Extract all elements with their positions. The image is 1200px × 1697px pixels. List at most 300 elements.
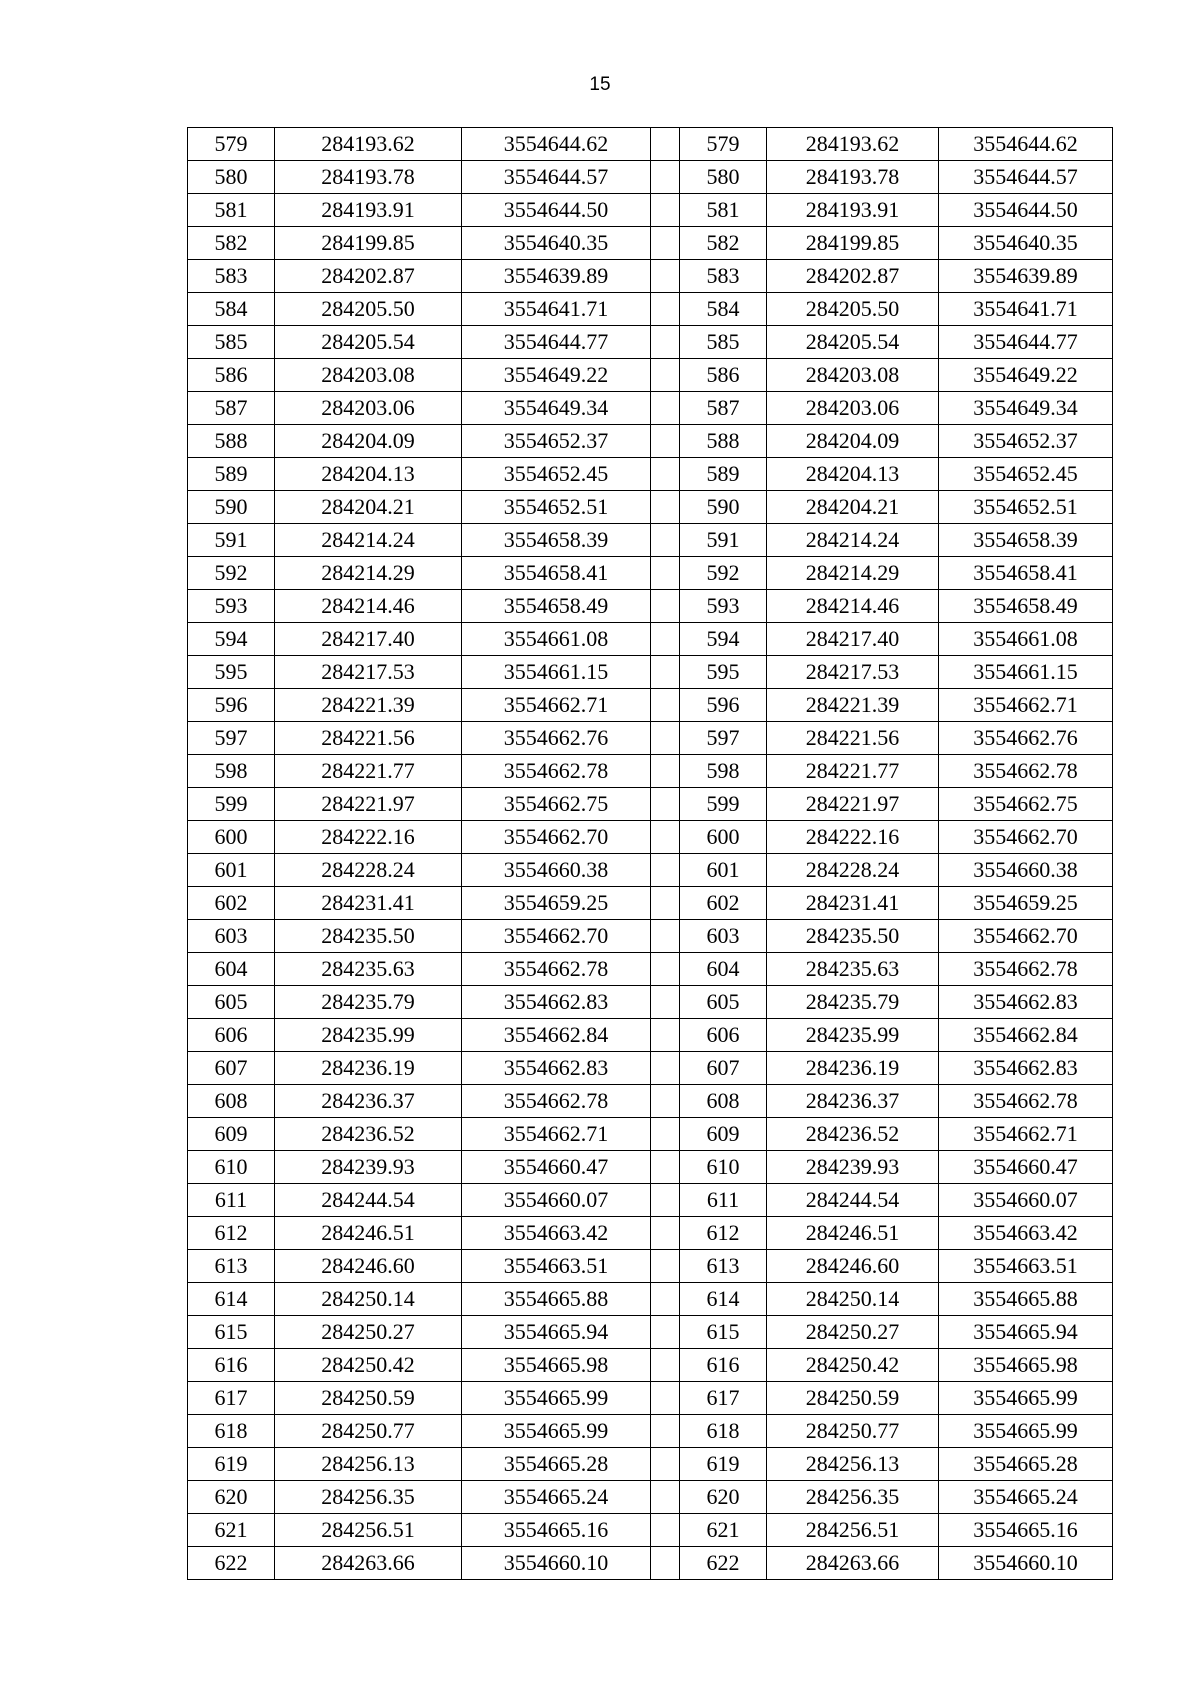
x-coordinate-right: 284228.24	[767, 854, 939, 887]
point-number-left: 592	[188, 557, 275, 590]
y-coordinate-right: 3554665.28	[939, 1448, 1113, 1481]
x-coordinate-right: 284217.53	[767, 656, 939, 689]
y-coordinate-left: 3554652.37	[462, 425, 651, 458]
y-coordinate-left: 3554662.83	[462, 986, 651, 1019]
table-row	[188, 1184, 1113, 1217]
x-coordinate-left: 284193.78	[275, 161, 462, 194]
y-coordinate-left: 3554644.57	[462, 161, 651, 194]
spacer-cell	[651, 722, 680, 755]
spacer-cell	[651, 557, 680, 590]
y-coordinate-left: 3554639.89	[462, 260, 651, 293]
x-coordinate-right: 284236.37	[767, 1085, 939, 1118]
y-coordinate-left: 3554640.35	[462, 227, 651, 260]
y-coordinate-left: 3554658.39	[462, 524, 651, 557]
spacer-cell	[651, 821, 680, 854]
x-coordinate-right: 284235.63	[767, 953, 939, 986]
spacer-cell	[651, 326, 680, 359]
y-coordinate-left: 3554658.49	[462, 590, 651, 623]
y-coordinate-right: 3554661.08	[939, 623, 1113, 656]
spacer-cell	[651, 161, 680, 194]
point-number-right: 618	[680, 1415, 767, 1448]
table-row	[188, 1382, 1113, 1415]
x-coordinate-left: 284217.40	[275, 623, 462, 656]
x-coordinate-right: 284203.08	[767, 359, 939, 392]
table-row	[188, 194, 1113, 227]
point-number-right: 620	[680, 1481, 767, 1514]
x-coordinate-right: 284221.77	[767, 755, 939, 788]
y-coordinate-right: 3554665.98	[939, 1349, 1113, 1382]
y-coordinate-right: 3554658.41	[939, 557, 1113, 590]
coordinates-table	[187, 127, 1113, 1580]
x-coordinate-left: 284199.85	[275, 227, 462, 260]
point-number-right: 582	[680, 227, 767, 260]
point-number-right: 614	[680, 1283, 767, 1316]
y-coordinate-right: 3554662.78	[939, 1085, 1113, 1118]
point-number-right: 619	[680, 1448, 767, 1481]
coordinates-table-body	[188, 128, 1113, 1580]
x-coordinate-right: 284193.91	[767, 194, 939, 227]
spacer-cell	[651, 788, 680, 821]
x-coordinate-left: 284246.60	[275, 1250, 462, 1283]
y-coordinate-right: 3554663.51	[939, 1250, 1113, 1283]
spacer-cell	[651, 1019, 680, 1052]
y-coordinate-right: 3554658.39	[939, 524, 1113, 557]
spacer-cell	[651, 128, 680, 161]
table-row	[188, 1349, 1113, 1382]
y-coordinate-left: 3554659.25	[462, 887, 651, 920]
y-coordinate-left: 3554665.24	[462, 1481, 651, 1514]
table-row	[188, 1019, 1113, 1052]
point-number-left: 587	[188, 392, 275, 425]
point-number-right: 610	[680, 1151, 767, 1184]
y-coordinate-left: 3554644.62	[462, 128, 651, 161]
x-coordinate-right: 284244.54	[767, 1184, 939, 1217]
point-number-right: 588	[680, 425, 767, 458]
y-coordinate-right: 3554660.47	[939, 1151, 1113, 1184]
x-coordinate-left: 284203.06	[275, 392, 462, 425]
y-coordinate-right: 3554665.88	[939, 1283, 1113, 1316]
point-number-left: 593	[188, 590, 275, 623]
table-row	[188, 1448, 1113, 1481]
point-number-left: 614	[188, 1283, 275, 1316]
point-number-right: 589	[680, 458, 767, 491]
y-coordinate-left: 3554644.77	[462, 326, 651, 359]
table-row	[188, 854, 1113, 887]
y-coordinate-right: 3554662.78	[939, 953, 1113, 986]
point-number-right: 617	[680, 1382, 767, 1415]
table-row	[188, 425, 1113, 458]
y-coordinate-right: 3554665.24	[939, 1481, 1113, 1514]
x-coordinate-left: 284256.35	[275, 1481, 462, 1514]
x-coordinate-left: 284203.08	[275, 359, 462, 392]
y-coordinate-right: 3554644.50	[939, 194, 1113, 227]
x-coordinate-right: 284256.35	[767, 1481, 939, 1514]
point-number-right: 601	[680, 854, 767, 887]
y-coordinate-left: 3554662.78	[462, 1085, 651, 1118]
x-coordinate-left: 284221.77	[275, 755, 462, 788]
x-coordinate-left: 284250.14	[275, 1283, 462, 1316]
x-coordinate-right: 284235.50	[767, 920, 939, 953]
y-coordinate-right: 3554665.99	[939, 1382, 1113, 1415]
x-coordinate-right: 284205.54	[767, 326, 939, 359]
x-coordinate-right: 284204.21	[767, 491, 939, 524]
point-number-left: 609	[188, 1118, 275, 1151]
point-number-left: 603	[188, 920, 275, 953]
y-coordinate-left: 3554652.45	[462, 458, 651, 491]
point-number-right: 592	[680, 557, 767, 590]
point-number-left: 586	[188, 359, 275, 392]
spacer-cell	[651, 1481, 680, 1514]
y-coordinate-left: 3554641.71	[462, 293, 651, 326]
x-coordinate-right: 284250.77	[767, 1415, 939, 1448]
x-coordinate-right: 284256.13	[767, 1448, 939, 1481]
y-coordinate-left: 3554662.78	[462, 755, 651, 788]
x-coordinate-left: 284236.37	[275, 1085, 462, 1118]
y-coordinate-left: 3554662.71	[462, 1118, 651, 1151]
x-coordinate-left: 284235.50	[275, 920, 462, 953]
y-coordinate-left: 3554665.88	[462, 1283, 651, 1316]
point-number-left: 617	[188, 1382, 275, 1415]
point-number-left: 600	[188, 821, 275, 854]
point-number-left: 610	[188, 1151, 275, 1184]
spacer-cell	[651, 986, 680, 1019]
spacer-cell	[651, 656, 680, 689]
x-coordinate-left: 284256.51	[275, 1514, 462, 1547]
point-number-left: 607	[188, 1052, 275, 1085]
point-number-left: 622	[188, 1547, 275, 1580]
y-coordinate-left: 3554663.51	[462, 1250, 651, 1283]
y-coordinate-right: 3554665.16	[939, 1514, 1113, 1547]
y-coordinate-right: 3554663.42	[939, 1217, 1113, 1250]
point-number-left: 616	[188, 1349, 275, 1382]
x-coordinate-right: 284222.16	[767, 821, 939, 854]
point-number-left: 615	[188, 1316, 275, 1349]
x-coordinate-right: 284199.85	[767, 227, 939, 260]
y-coordinate-left: 3554660.07	[462, 1184, 651, 1217]
y-coordinate-left: 3554661.15	[462, 656, 651, 689]
point-number-left: 588	[188, 425, 275, 458]
point-number-left: 621	[188, 1514, 275, 1547]
y-coordinate-left: 3554660.38	[462, 854, 651, 887]
spacer-cell	[651, 458, 680, 491]
table-row	[188, 524, 1113, 557]
point-number-right: 613	[680, 1250, 767, 1283]
y-coordinate-right: 3554649.22	[939, 359, 1113, 392]
point-number-left: 611	[188, 1184, 275, 1217]
table-row	[188, 260, 1113, 293]
point-number-right: 584	[680, 293, 767, 326]
point-number-left: 601	[188, 854, 275, 887]
y-coordinate-left: 3554658.41	[462, 557, 651, 590]
spacer-cell	[651, 392, 680, 425]
x-coordinate-right: 284217.40	[767, 623, 939, 656]
y-coordinate-right: 3554660.10	[939, 1547, 1113, 1580]
table-row	[188, 623, 1113, 656]
y-coordinate-left: 3554662.70	[462, 920, 651, 953]
point-number-right: 593	[680, 590, 767, 623]
y-coordinate-right: 3554639.89	[939, 260, 1113, 293]
point-number-right: 598	[680, 755, 767, 788]
y-coordinate-right: 3554662.70	[939, 920, 1113, 953]
table-row	[188, 656, 1113, 689]
x-coordinate-left: 284256.13	[275, 1448, 462, 1481]
point-number-left: 602	[188, 887, 275, 920]
x-coordinate-left: 284236.19	[275, 1052, 462, 1085]
y-coordinate-left: 3554662.78	[462, 953, 651, 986]
point-number-right: 611	[680, 1184, 767, 1217]
y-coordinate-left: 3554644.50	[462, 194, 651, 227]
x-coordinate-left: 284244.54	[275, 1184, 462, 1217]
y-coordinate-left: 3554661.08	[462, 623, 651, 656]
point-number-left: 580	[188, 161, 275, 194]
point-number-left: 606	[188, 1019, 275, 1052]
x-coordinate-left: 284204.13	[275, 458, 462, 491]
y-coordinate-left: 3554662.76	[462, 722, 651, 755]
y-coordinate-right: 3554661.15	[939, 656, 1113, 689]
x-coordinate-right: 284204.09	[767, 425, 939, 458]
x-coordinate-left: 284250.59	[275, 1382, 462, 1415]
point-number-right: 616	[680, 1349, 767, 1382]
x-coordinate-left: 284235.99	[275, 1019, 462, 1052]
y-coordinate-left: 3554662.75	[462, 788, 651, 821]
table-row	[188, 1514, 1113, 1547]
table-row	[188, 392, 1113, 425]
table-row	[188, 458, 1113, 491]
y-coordinate-right: 3554662.70	[939, 821, 1113, 854]
point-number-left: 591	[188, 524, 275, 557]
y-coordinate-left: 3554662.84	[462, 1019, 651, 1052]
table-row	[188, 293, 1113, 326]
y-coordinate-right: 3554640.35	[939, 227, 1113, 260]
x-coordinate-left: 284217.53	[275, 656, 462, 689]
x-coordinate-right: 284239.93	[767, 1151, 939, 1184]
point-number-right: 585	[680, 326, 767, 359]
point-number-left: 618	[188, 1415, 275, 1448]
x-coordinate-right: 284193.78	[767, 161, 939, 194]
spacer-cell	[651, 1184, 680, 1217]
table-row	[188, 986, 1113, 1019]
y-coordinate-right: 3554660.38	[939, 854, 1113, 887]
point-number-left: 605	[188, 986, 275, 1019]
point-number-left: 594	[188, 623, 275, 656]
spacer-cell	[651, 1151, 680, 1184]
y-coordinate-right: 3554644.77	[939, 326, 1113, 359]
table-row	[188, 1217, 1113, 1250]
point-number-right: 590	[680, 491, 767, 524]
y-coordinate-left: 3554652.51	[462, 491, 651, 524]
x-coordinate-left: 284235.79	[275, 986, 462, 1019]
table-row	[188, 821, 1113, 854]
point-number-right: 586	[680, 359, 767, 392]
point-number-right: 596	[680, 689, 767, 722]
table-row	[188, 1151, 1113, 1184]
table-row	[188, 788, 1113, 821]
x-coordinate-left: 284214.46	[275, 590, 462, 623]
x-coordinate-right: 284236.19	[767, 1052, 939, 1085]
point-number-left: 584	[188, 293, 275, 326]
x-coordinate-left: 284239.93	[275, 1151, 462, 1184]
y-coordinate-left: 3554665.28	[462, 1448, 651, 1481]
x-coordinate-right: 284203.06	[767, 392, 939, 425]
x-coordinate-left: 284205.50	[275, 293, 462, 326]
table-row	[188, 1052, 1113, 1085]
y-coordinate-right: 3554652.37	[939, 425, 1113, 458]
x-coordinate-right: 284221.56	[767, 722, 939, 755]
y-coordinate-left: 3554662.71	[462, 689, 651, 722]
page-number: 15	[589, 74, 611, 95]
spacer-cell	[651, 1217, 680, 1250]
point-number-right: 608	[680, 1085, 767, 1118]
x-coordinate-left: 284246.51	[275, 1217, 462, 1250]
x-coordinate-left: 284214.29	[275, 557, 462, 590]
point-number-right: 579	[680, 128, 767, 161]
x-coordinate-left: 284193.91	[275, 194, 462, 227]
x-coordinate-right: 284221.97	[767, 788, 939, 821]
table-row	[188, 128, 1113, 161]
point-number-left: 579	[188, 128, 275, 161]
spacer-cell	[651, 623, 680, 656]
table-row	[188, 590, 1113, 623]
table-row	[188, 1316, 1113, 1349]
y-coordinate-left: 3554663.42	[462, 1217, 651, 1250]
point-number-right: 591	[680, 524, 767, 557]
x-coordinate-right: 284204.13	[767, 458, 939, 491]
y-coordinate-right: 3554644.62	[939, 128, 1113, 161]
point-number-right: 615	[680, 1316, 767, 1349]
x-coordinate-right: 284236.52	[767, 1118, 939, 1151]
point-number-left: 608	[188, 1085, 275, 1118]
y-coordinate-right: 3554641.71	[939, 293, 1113, 326]
spacer-cell	[651, 491, 680, 524]
y-coordinate-right: 3554652.45	[939, 458, 1113, 491]
point-number-right: 603	[680, 920, 767, 953]
x-coordinate-left: 284204.21	[275, 491, 462, 524]
spacer-cell	[651, 1415, 680, 1448]
spacer-cell	[651, 293, 680, 326]
x-coordinate-left: 284235.63	[275, 953, 462, 986]
spacer-cell	[651, 953, 680, 986]
point-number-right: 581	[680, 194, 767, 227]
point-number-left: 583	[188, 260, 275, 293]
y-coordinate-right: 3554644.57	[939, 161, 1113, 194]
y-coordinate-left: 3554660.47	[462, 1151, 651, 1184]
point-number-right: 595	[680, 656, 767, 689]
spacer-cell	[651, 1085, 680, 1118]
x-coordinate-left: 284221.56	[275, 722, 462, 755]
point-number-right: 604	[680, 953, 767, 986]
table-row	[188, 491, 1113, 524]
x-coordinate-left: 284250.77	[275, 1415, 462, 1448]
point-number-left: 620	[188, 1481, 275, 1514]
point-number-left: 585	[188, 326, 275, 359]
table-row	[188, 359, 1113, 392]
x-coordinate-right: 284214.24	[767, 524, 939, 557]
y-coordinate-right: 3554662.76	[939, 722, 1113, 755]
x-coordinate-right: 284250.27	[767, 1316, 939, 1349]
x-coordinate-right: 284246.60	[767, 1250, 939, 1283]
y-coordinate-left: 3554662.83	[462, 1052, 651, 1085]
x-coordinate-right: 284246.51	[767, 1217, 939, 1250]
point-number-right: 606	[680, 1019, 767, 1052]
point-number-right: 600	[680, 821, 767, 854]
point-number-right: 594	[680, 623, 767, 656]
point-number-right: 599	[680, 788, 767, 821]
spacer-cell	[651, 1283, 680, 1316]
y-coordinate-left: 3554665.98	[462, 1349, 651, 1382]
point-number-right: 622	[680, 1547, 767, 1580]
y-coordinate-right: 3554652.51	[939, 491, 1113, 524]
spacer-cell	[651, 1250, 680, 1283]
x-coordinate-right: 284250.14	[767, 1283, 939, 1316]
y-coordinate-right: 3554662.75	[939, 788, 1113, 821]
x-coordinate-left: 284221.97	[275, 788, 462, 821]
spacer-cell	[651, 920, 680, 953]
spacer-cell	[651, 755, 680, 788]
y-coordinate-left: 3554649.22	[462, 359, 651, 392]
spacer-cell	[651, 1118, 680, 1151]
table-row	[188, 161, 1113, 194]
spacer-cell	[651, 1316, 680, 1349]
x-coordinate-right: 284250.59	[767, 1382, 939, 1415]
y-coordinate-right: 3554662.83	[939, 986, 1113, 1019]
y-coordinate-right: 3554658.49	[939, 590, 1113, 623]
point-number-left: 599	[188, 788, 275, 821]
spacer-cell	[651, 590, 680, 623]
point-number-left: 582	[188, 227, 275, 260]
table-row	[188, 1481, 1113, 1514]
table-row	[188, 557, 1113, 590]
x-coordinate-left: 284221.39	[275, 689, 462, 722]
point-number-left: 604	[188, 953, 275, 986]
table-row	[188, 953, 1113, 986]
spacer-cell	[651, 260, 680, 293]
spacer-cell	[651, 227, 680, 260]
y-coordinate-right: 3554662.83	[939, 1052, 1113, 1085]
x-coordinate-right: 284214.29	[767, 557, 939, 590]
x-coordinate-right: 284250.42	[767, 1349, 939, 1382]
point-number-right: 612	[680, 1217, 767, 1250]
table-row	[188, 1118, 1113, 1151]
point-number-right: 607	[680, 1052, 767, 1085]
x-coordinate-left: 284263.66	[275, 1547, 462, 1580]
table-row	[188, 887, 1113, 920]
x-coordinate-right: 284193.62	[767, 128, 939, 161]
x-coordinate-left: 284205.54	[275, 326, 462, 359]
spacer-cell	[651, 1382, 680, 1415]
point-number-left: 595	[188, 656, 275, 689]
x-coordinate-left: 284250.42	[275, 1349, 462, 1382]
y-coordinate-left: 3554649.34	[462, 392, 651, 425]
point-number-left: 589	[188, 458, 275, 491]
x-coordinate-right: 284235.79	[767, 986, 939, 1019]
spacer-cell	[651, 1448, 680, 1481]
x-coordinate-left: 284228.24	[275, 854, 462, 887]
point-number-right: 602	[680, 887, 767, 920]
point-number-right: 587	[680, 392, 767, 425]
point-number-right: 580	[680, 161, 767, 194]
point-number-right: 597	[680, 722, 767, 755]
point-number-left: 598	[188, 755, 275, 788]
x-coordinate-left: 284193.62	[275, 128, 462, 161]
x-coordinate-right: 284221.39	[767, 689, 939, 722]
y-coordinate-left: 3554662.70	[462, 821, 651, 854]
spacer-cell	[651, 689, 680, 722]
x-coordinate-left: 284250.27	[275, 1316, 462, 1349]
table-row	[188, 755, 1113, 788]
point-number-right: 605	[680, 986, 767, 1019]
table-row	[188, 1415, 1113, 1448]
spacer-cell	[651, 887, 680, 920]
